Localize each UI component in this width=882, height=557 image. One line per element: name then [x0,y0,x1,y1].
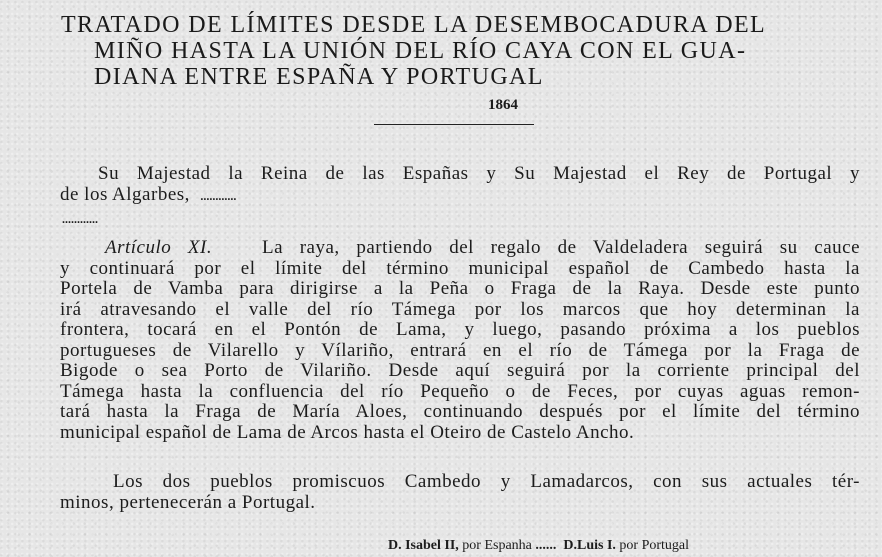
treaty-title [61,12,861,90]
signatory-isabel-country: por Espanha [458,538,536,553]
article-line-1 [60,238,860,259]
intro-ellipsis: ............ [200,188,237,203]
signature-line [388,538,689,554]
article-line: tará hasta la Fraga de María Aloes, continuando después por el límite del término [60,402,860,422]
article-line: Portela de Vamba para dirigirse a la Peña o Fraga de la Raya. Desde este punto [60,279,860,299]
article-line: portugueses de Vilarello y Vílariño, entrará en el río de Támega por la Fraga de [60,340,860,361]
article-last-line: municipal español de Lama de Arcos hasta el Oteiro de Castelo Ancho. [60,421,635,443]
omission-dots: ............ [62,212,98,226]
signatory-luis-country: por Portugal [615,538,690,553]
title-line-2: MIÑO HASTA LA UNIÓN DEL RÍO CAYA CON EL GUA- [94,38,747,64]
intro-line-2 [60,185,860,207]
closing-line-2: minos, pertenecerán a Portugal. [60,491,316,513]
title-line-3: DIANA ENTRE ESPAÑA Y PORTUGAL [94,64,544,90]
title-underline-rule [374,124,534,125]
title-line-1: TRATADO DE LÍMITES DESDE LA DESEMBOCADURA DEL [61,12,767,38]
signature-dots: ...... [535,538,557,553]
closing-paragraph [60,472,860,513]
article-line: irá atravesando el valle del río Támega por los marcos que hoy determinan la [60,299,860,320]
article-line: y continuará por el límite del término municipal español de Cambedo hasta la [60,258,860,279]
article-line-1-text: La raya, partiendo del regalo de Valdeladera seguirá su cauce [262,238,860,258]
article-line: Bigode o sea Porto de Vilariño. Desde aquí seguirá por la corriente principal del [60,361,860,381]
article-line: Támega hasta la confluencia del río Pequeño o de Feces, por cuyas aguas remon- [60,381,860,402]
intro-paragraph [60,164,860,206]
signatory-luis: D.Luis I. [563,538,616,553]
treaty-year: 1864 [488,97,518,113]
intro-line-2-text: de los Algarbes, [60,183,190,205]
intro-line-1: Su Majestad la Reina de las Españas y Su Majestad el Rey de Portugal y [98,164,860,184]
article-paragraph [60,238,860,443]
article-label: Artículo XI. [105,238,213,258]
article-line: frontera, tocará en el Pontón de Lama, y luego, pasando próxima a los pueblos [60,320,860,340]
closing-line-1: Los dos pueblos promiscuos Cambedo y Lamadarcos, con sus actuales tér- [113,472,860,492]
signatory-isabel: D. Isabel II, [388,538,459,553]
